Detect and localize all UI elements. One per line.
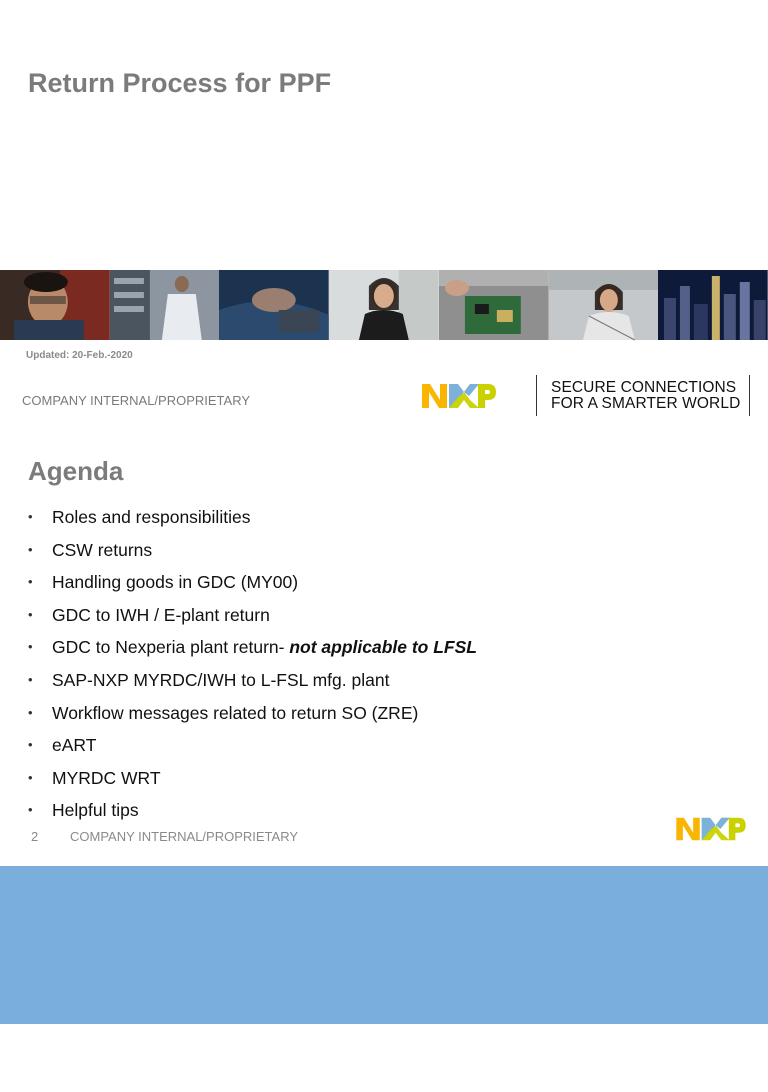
updated-date: Updated: 20-Feb.-2020: [26, 350, 133, 361]
tagline-line-2: FOR A SMARTER WORLD: [551, 394, 741, 412]
slide-title: Return Process for PPF: [28, 68, 332, 98]
list-item: • Helpful tips: [28, 800, 139, 821]
agenda-title: Agenda: [28, 456, 124, 486]
agenda-item-text: GDC to Nexperia plant return-: [52, 637, 290, 658]
agenda-item-text: Roles and responsibilities: [52, 507, 251, 527]
agenda-item-text: Workflow messages related to return SO (ZRE): [52, 702, 419, 723]
list-item: • GDC to IWH / E-plant return: [28, 604, 270, 625]
tagline-line-1: SECURE CONNECTIONS: [551, 378, 737, 396]
city-night-photo: [658, 270, 768, 340]
woman-smiling-photo: [329, 270, 439, 340]
photo-strip: [0, 270, 768, 340]
agenda-item-text: SAP-NXP MYRDC/IWH to L-FSL mfg. plant: [52, 669, 390, 690]
confidentiality-footer: COMPANY INTERNAL/PROPRIETARY: [70, 829, 299, 844]
section-title: ROLES AND: [198, 1011, 638, 1091]
agenda-item-text: Handling goods in GDC (MY00): [52, 572, 299, 593]
agenda-item-text: MYRDC WRT: [52, 767, 161, 788]
hand-mouse-photo: [219, 270, 329, 340]
list-item: • MYRDC WRT: [28, 767, 161, 788]
tagline: [536, 375, 750, 416]
nxp-logo: [673, 814, 749, 844]
agenda-item-text: Helpful tips: [52, 800, 139, 821]
list-item: • eART: [28, 735, 97, 756]
list-item: • Handling goods in GDC (MY00): [28, 572, 299, 593]
list-item: • Roles and responsibilities: [28, 507, 251, 527]
list-item: • SAP-NXP MYRDC/IWH to L-FSL mfg. plant: [28, 669, 390, 690]
nxp-logo: [420, 380, 498, 412]
list-item: • CSW returns: [28, 539, 153, 560]
agenda-item-text: CSW returns: [52, 539, 153, 560]
woman-lab-photo: [549, 270, 659, 340]
agenda-item-text: GDC to IWH / E-plant return: [52, 604, 270, 625]
agenda-list: [28, 505, 477, 831]
page-number: 2: [31, 829, 39, 844]
confidentiality-footer: COMPANY INTERNAL/PROPRIETARY: [22, 393, 251, 408]
agenda-item-text: eART: [52, 735, 97, 756]
agenda-item-emphasis: not applicable to LFSL: [289, 637, 477, 658]
list-item: • Workflow messages related to return SO (ZRE): [28, 702, 419, 723]
list-item: • GDC to Nexperia plant return- not applicable to LFSL: [28, 637, 477, 658]
lab-technician-photo: [110, 270, 220, 340]
engineer-photo: [0, 270, 110, 340]
circuit-board-photo: [439, 270, 549, 340]
section-slide: [0, 866, 768, 1091]
